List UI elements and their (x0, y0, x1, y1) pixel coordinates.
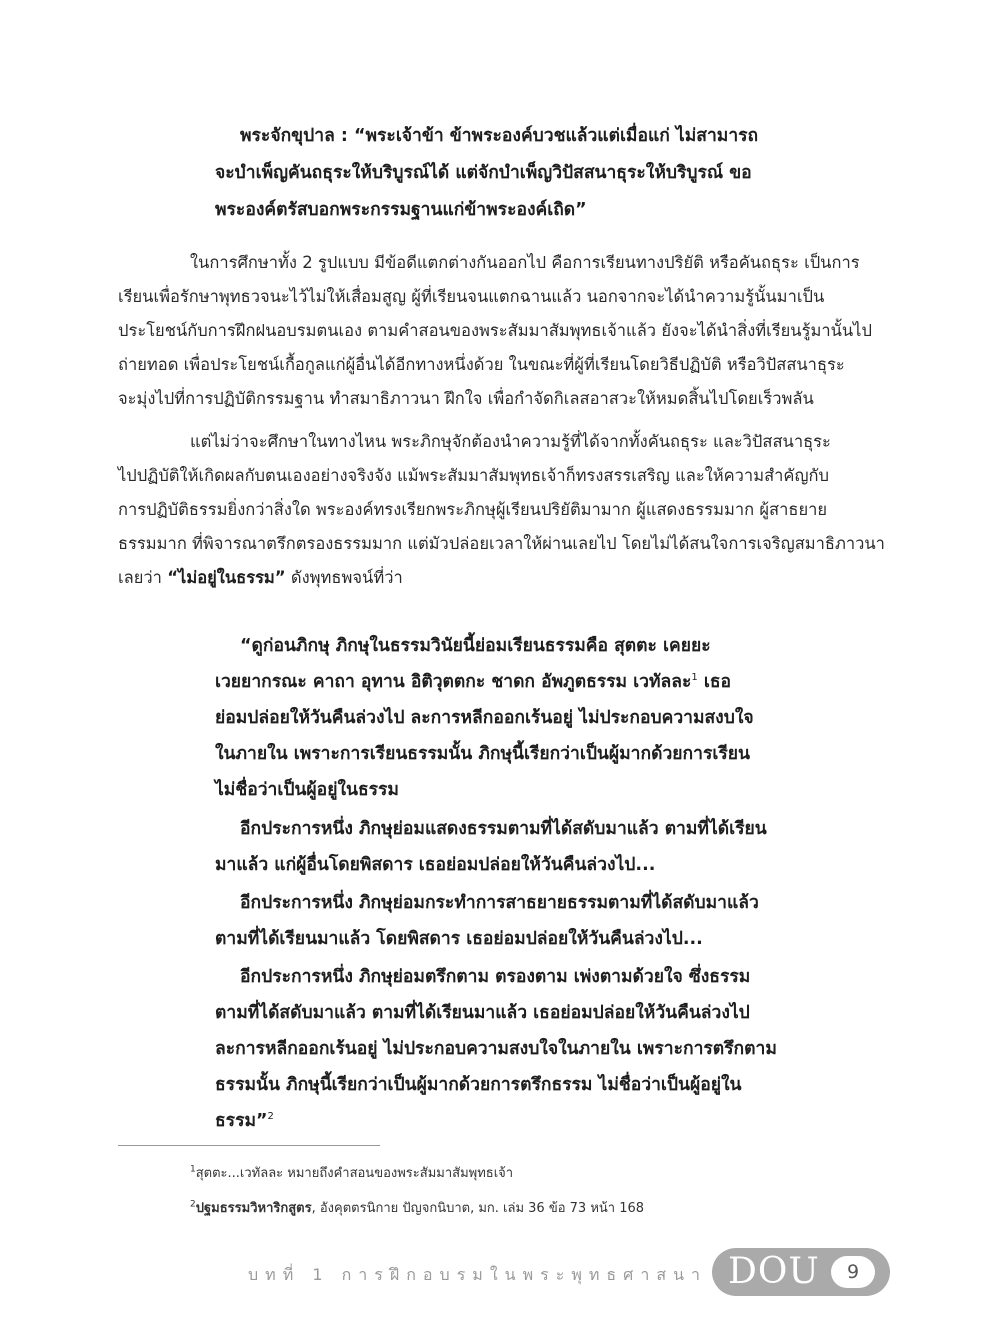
quote-line: พระจักขุปาล : “พระเจ้าข้า ข้าพระองค์บวชแล้วแต่เมื่อแก่ ไม่สามารถ (240, 126, 759, 146)
quote-text: ธรรม” (215, 1111, 268, 1131)
footnote-ref-2[interactable]: 2 (267, 1111, 274, 1123)
paragraph-line: ไปปฏิบัติให้เกิดผลกับตนเองอย่างจริงจัง แม้พระสัมมาสัมพุทธเจ้าก็ทรงสรรเสริญ และให้ความสำคัญกับ (118, 466, 829, 485)
text-prefix: เลยว่า (118, 568, 168, 587)
quote-line: มาแล้ว แก่ผู้อื่นโดยพิสดาร เธอย่อมปล่อยให้วันคืนล่วงไป... (215, 855, 656, 875)
chapter-title: บทที่ 1 การฝึกอบรมในพระพุทธศาสนา (248, 1265, 708, 1284)
body-paragraph-1 (118, 246, 898, 416)
paragraph-line: ธรรมมาก ที่พิจารณาตรึกตรองธรรมมาก แต่มัวปล่อยเวลาให้ผ่านเลยไป โดยไม่ได้สนใจการเจริญสมาธิภาวนา (118, 534, 885, 553)
quote-line: ตามที่ได้สดับมาแล้ว ตามที่ได้เรียนมาแล้ว เธอย่อมปล่อยให้วันคืนล่วงไป (215, 1003, 750, 1023)
paragraph-line: ประโยชน์กับการฝึกฝนอบรมตนเอง ตามคำสอนของพระสัมมาสัมพุทธเจ้าแล้ว ยังจะได้นำสิ่งที่เรียนรู้มานั้นไป (118, 321, 872, 340)
quote-line: อีกประการหนึ่ง ภิกษุย่อมแสดงธรรมตามที่ได้สดับมาแล้ว ตามที่ได้เรียน (240, 819, 767, 839)
footnote-marker: 1 (190, 1164, 196, 1175)
page-number: 9 (831, 1256, 875, 1288)
brand-logo: DOU (728, 1251, 820, 1292)
quote-line: ไม่ชื่อว่าเป็นผู้อยู่ในธรรม (215, 780, 399, 800)
footnote-ref-1[interactable]: 1 (691, 672, 698, 684)
quote-line: อีกประการหนึ่ง ภิกษุย่อมตรึกตาม ตรองตาม เพ่งตามด้วยใจ ซึ่งธรรม (240, 967, 751, 987)
quote-line: ในภายใน เพราะการเรียนธรรมนั้น ภิกษุนี้เรียกว่าเป็นผู้มากด้วยการเรียน (215, 744, 750, 764)
quote-line: จะบำเพ็ญคันถธุระให้บริบูรณ์ได้ แต่จักบำเพ็ญวิปัสสนาธุระให้บริบูรณ์ ขอ (215, 163, 752, 183)
buddha-quote-part-4 (215, 959, 790, 1139)
paragraph-line: ในการศึกษาทั้ง 2 รูปแบบ มีข้อดีแตกต่างกันออกไป คือการเรียนทางปริยัติ หรือคันถธุระ เป็นการ (190, 253, 860, 272)
quote-line (215, 664, 790, 700)
quote-line: พระองค์ตรัสบอกพระกรรมฐานแก่ข้าพระองค์เถิด” (215, 200, 587, 220)
quote-text: เธอ (697, 672, 732, 692)
quote-line: “ดูก่อนภิกษุ ภิกษุในธรรมวินัยนี้ย่อมเรียนธรรมคือ สุตตะ เคยยะ (240, 636, 711, 656)
buddha-quote-part-3 (215, 885, 790, 957)
quote-line: ละการหลีกออกเร้นอยู่ ไม่ประกอบความสงบใจในภายใน เพราะการตรึกตาม (215, 1039, 777, 1059)
footnote-2 (190, 1197, 644, 1218)
quote-line: ตามที่ได้เรียนมาแล้ว โดยพิสดาร เธอย่อมปล่อยให้วันคืนล่วงไป... (215, 929, 703, 949)
quote-text: เวยยากรณะ คาถา อุทาน อิติวุตตกะ ชาดก อัพภูตธรรม เวทัลละ (215, 672, 692, 692)
buddha-quote-part-1 (215, 628, 790, 808)
paragraph-line: ถ่ายทอด เพื่อประโยชน์เกื้อกูลแก่ผู้อื่นได้อีกทางหนึ่งด้วย ในขณะที่ผู้ที่เรียนโดยวิธีปฏิบัติ หรือวิปัสสนาธุระ (118, 355, 845, 374)
text-suffix: ดังพุทธพจน์ที่ว่า (285, 568, 403, 587)
footnote-divider (118, 1145, 380, 1146)
paragraph-line: แต่ไม่ว่าจะศึกษาในทางไหน พระภิกษุจักต้องนำความรู้ที่ได้จากทั้งคันถธุระ และวิปัสสนาธุระ (190, 432, 831, 451)
quote-line: ย่อมปล่อยให้วันคืนล่วงไป ละการหลีกออกเร้นอยู่ ไม่ประกอบความสงบใจ (215, 708, 754, 728)
footnote-1 (190, 1162, 513, 1183)
footnote-text: สุตตะ...เวทัลละ หมายถึงคำสอนของพระสัมมาสัมพุทธเจ้า (195, 1166, 514, 1181)
emphasis-phrase: “ไม่อยู่ในธรรม” (167, 568, 286, 587)
paragraph-line: จะมุ่งไปที่การปฏิบัติกรรมฐาน ทำสมาธิภาวนา ฝึกใจ เพื่อกำจัดกิเลสอาสวะให้หมดสิ้นไปโดยเร็วพลัน (118, 389, 814, 408)
buddha-quote-part-2 (215, 811, 790, 883)
paragraph-line: การปฏิบัติธรรมยิ่งกว่าสิ่งใด พระองค์ทรงเรียกพระภิกษุผู้เรียนปริยัติมามาก ผู้แสดงธรรมมาก ผู้สาธยาย (118, 500, 828, 519)
footnote-marker: 2 (190, 1199, 196, 1210)
footnote-source-title: ปฐมธรรมวิหาริกสูตร (195, 1201, 312, 1216)
footnote-text: , อังคุตตรนิกาย ปัญจกนิบาต, มก. เล่ม 36 ข้อ 73 หน้า 168 (311, 1201, 645, 1216)
quote-line (215, 1103, 790, 1139)
paragraph-line-last (118, 561, 898, 595)
quote-line: อีกประการหนึ่ง ภิกษุย่อมกระทำการสาธยายธรรมตามที่ได้สดับมาแล้ว (240, 893, 759, 913)
paragraph-line: เรียนเพื่อรักษาพุทธวจนะไว้ไม่ให้เสื่อมสูญ ผู้ที่เรียนจนแตกฉานแล้ว นอกจากจะได้นำความรู้นั้นมาเป็น (118, 287, 825, 306)
quote-line: ธรรมนั้น ภิกษุนี้เรียกว่าเป็นผู้มากด้วยการตรึกธรรม ไม่ชื่อว่าเป็นผู้อยู่ใน (215, 1075, 742, 1095)
opening-quote (215, 118, 790, 229)
body-paragraph-2 (118, 425, 898, 595)
